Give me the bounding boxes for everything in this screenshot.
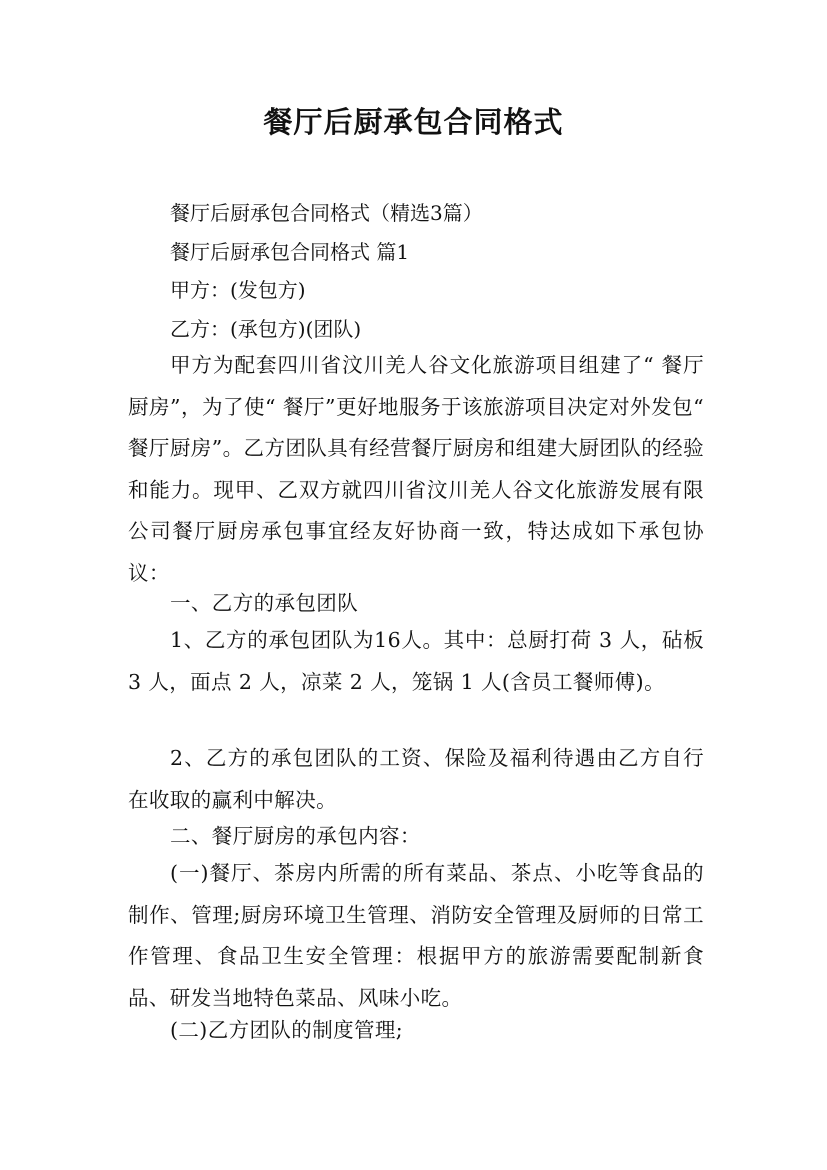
section-heading-team: 一、乙方的承包团队	[170, 591, 359, 615]
party-b-line: 乙方：(承包方)(团队)	[170, 317, 362, 341]
chapter-heading: 餐厅后厨承包合同格式 篇1	[170, 240, 410, 264]
content-item-2: (二)乙方团队的制度管理;	[170, 1018, 404, 1042]
document-subtitle: 餐厅后厨承包合同格式（精选3篇）	[170, 201, 483, 225]
intro-paragraph: 甲方为配套四川省汶川羌人谷文化旅游项目组建了“ 餐厅厨房”，为了使“ 餐厅”更好地服务于该旅游项目决定对外发包“ 餐厅厨房”。乙方团队具有经营餐厅厨房和组建大厨团队的经验和能力。现甲、乙双方就四川省汶川羌人谷文化旅游发展有限公司餐厅厨房承包事宜经友好协商一致，特达成如下承包协议：	[128, 353, 704, 585]
document-title: 餐厅后厨承包合同格式	[263, 105, 564, 139]
content-item-1: (一)餐厅、茶房内所需的所有菜品、茶点、小吃等食品的制作、管理;厨房环境卫生管理、消防安全管理及厨师的日常工作管理、食品卫生安全管理：根据甲方的旅游需要配制新食品、研发当地特色菜品、风味小吃。	[128, 861, 704, 1010]
party-a-line: 甲方：(发包方)	[170, 278, 306, 302]
section-heading-content: 二、餐厅厨房的承包内容：	[170, 824, 421, 848]
team-item-2: 2、乙方的承包团队的工资、保险及福利待遇由乙方自行在收取的赢利中解决。	[128, 746, 704, 812]
team-item-1: 1、乙方的承包团队为16人。其中：总厨打荷 3 人，砧板 3 人，面点 2 人，凉菜 2 人，笼锅 1 人(含员工餐师傅)。	[128, 628, 704, 694]
